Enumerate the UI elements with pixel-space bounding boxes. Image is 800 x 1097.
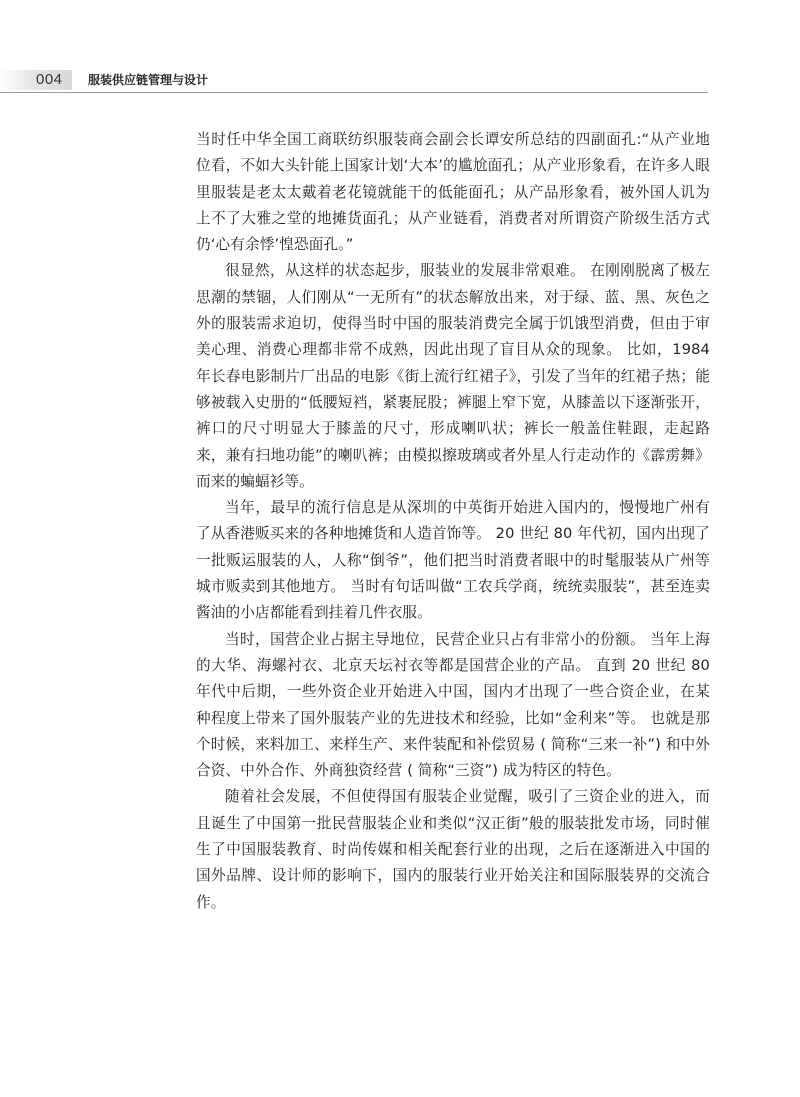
body-text — [196, 127, 710, 916]
paragraph: 当年，最早的流行信息是从深圳的中英街开始进入国内的，慢慢地广州有了从香港贩买来的各种地摊货和人造首饰等。 20 世纪 80 年代初，国内出现了一批贩运服装的人，人称“倒爷”，他们把当时消费者眼中的时髦服装从广州等城市贩卖到其他地方。 当时有句话叫做“工农兵学商，统统卖服装”，甚至连卖酱油的小店都能看到挂着几件衣服。 — [196, 499, 710, 622]
running-header — [0, 70, 708, 94]
paragraph: 随着社会发展，不但使得国有服装企业觉醒，吸引了三资企业的进入，而且诞生了中国第一批民营服装企业和类似“汉正街”般的服装批发市场，同时催生了中国服装教育、时尚传媒和相关配套行业的出现，之后在逐渐进入中国的国外品牌、设计师的影响下，国内的服装行业开始关注和国际服装界的交流合作。 — [196, 788, 710, 911]
paragraph: 很显然，从这样的状态起步，服装业的发展非常艰难。 在刚刚脱离了极左思潮的禁锢，人们刚从“一无所有”的状态解放出来，对于绿、蓝、黑、灰色之外的服装需求迫切，使得当时中国的服装消费完全属于饥饿型消费，但由于审美心理、消费心理都非常不成熟，因此出现了盲目从众的现象。 比如，1984 年长春电影制片厂出品的电影《街上流行红裙子》，引发了当年的红裙子热；能够被载入史册的“低腰短裆，紧裹屁股；裤腿上窄下宽，从膝盖以下逐渐张开，裤口的尺寸明显大于膝盖的尺寸，形成喇叭状；裤长一般盖住鞋跟，走起路来，兼有扫地功能”的喇叭裤；由模拟擦玻璃或者外星人行走动作的《霹雳舞》而来的蝙蝠衫等。 — [196, 262, 710, 490]
paragraph: 当时，国营企业占据主导地位，民营企业只占有非常小的份额。 当年上海的大华、海螺衬衣、北京天坛衬衣等都是国营企业的产品。 直到 20 世纪 80 年代中后期，一些外资企业开始进入中国，国内才出现了一些合资企业，在某种程度上带来了国外服装产业的先进技术和经验，比如“金利来”等。 也就是那个时候，来料加工、来样生产、来件装配和补偿贸易 ( 简称“三来一补”) 和中外合资、中外合作、外商独资经营 ( 简称“三资”) 成为特区的特色。 — [196, 630, 710, 780]
header-rule — [0, 92, 708, 93]
book-title: 服装供应链管理与设计 — [88, 73, 209, 87]
paragraph-quote-continuation: 当时任中华全国工商联纺织服装商会副会长谭安所总结的四副面孔:“从产业地位看，不如大头针能上国家计划‘大本’的尴尬面孔；从产业形象看，在许多人眼里服装是老太太戴着老花镜就能干的低能面孔；从产品形象看，被外国人讥为上不了大雅之堂的地摊货面孔；从产业链看，消费者对所谓资产阶级生活方式仍‘心有余悸’惶恐面孔。” — [196, 131, 710, 254]
page-number: 004 — [36, 71, 63, 88]
